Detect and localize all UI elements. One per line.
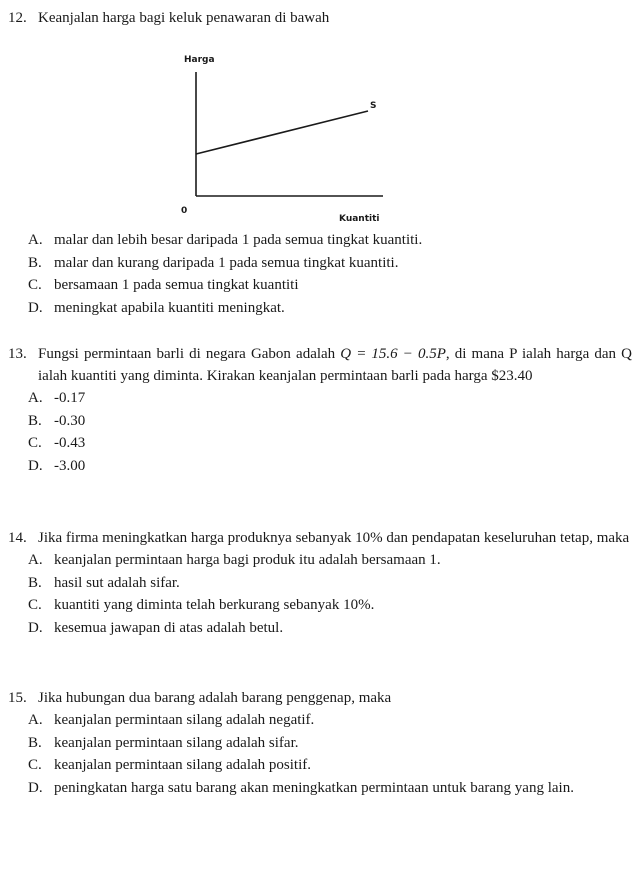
option-text: keanjalan permintaan silang adalah sifar. <box>54 734 299 751</box>
question-number: 15. <box>8 690 27 706</box>
option-letter: A. <box>28 232 43 248</box>
option-text: kuantiti yang diminta telah berkurang sebanyak 10%. <box>54 597 375 614</box>
question-text-after: , di mana P ialah harga dan Q ialah kuantiti yang diminta. Kirakan keanjalan permintaan barli pada harga $23.40 <box>38 346 632 384</box>
x-axis-label: Kuantiti <box>339 214 380 224</box>
option-a[interactable] <box>8 387 632 410</box>
option-letter: B. <box>28 734 42 751</box>
options-list <box>8 549 632 640</box>
option-letter: C. <box>28 597 42 614</box>
question-text: Keanjalan harga bagi keluk penawaran di bawah <box>38 10 330 26</box>
option-d[interactable] <box>8 297 632 320</box>
option-text: -0.17 <box>54 390 86 406</box>
question-12 <box>8 7 632 29</box>
question-text <box>38 343 632 387</box>
question-text: Jika firma meningkatkan harga produknya sebanyak 10% dan pendapatan keseluruhan tetap, maka <box>38 530 630 546</box>
question-number: 13. <box>8 346 27 362</box>
option-text: keanjalan permintaan silang adalah negatif. <box>54 712 315 728</box>
origin-label: 0 <box>181 206 188 216</box>
option-letter: D. <box>28 620 43 637</box>
option-a[interactable] <box>8 229 632 252</box>
option-text: keanjalan permintaan harga bagi produk itu adalah bersamaan 1. <box>54 552 441 568</box>
option-b[interactable] <box>8 410 632 433</box>
option-c[interactable] <box>8 594 632 617</box>
option-letter: C. <box>28 435 42 452</box>
option-text: bersamaan 1 pada semua tingkat kuantiti <box>54 277 299 294</box>
supply-curve-label: S <box>370 101 377 111</box>
demand-function-formula: Q = 15.6 − 0.5P <box>340 346 446 362</box>
option-text: -3.00 <box>54 458 86 475</box>
option-letter: B. <box>28 412 42 429</box>
option-text: peningkatan harga satu barang akan meningkatkan permintaan untuk barang yang lain. <box>54 780 574 797</box>
option-d[interactable] <box>8 777 632 800</box>
option-b[interactable] <box>8 572 632 595</box>
y-axis-label: Harga <box>184 55 215 65</box>
question-15 <box>8 687 632 800</box>
option-text: malar dan kurang daripada 1 pada semua tingkat kuantiti. <box>54 254 399 271</box>
option-letter: D. <box>28 300 43 317</box>
option-letter: C. <box>28 757 42 774</box>
options-list <box>8 709 632 800</box>
option-c[interactable] <box>8 274 632 297</box>
question-number: 14. <box>8 530 27 546</box>
question-14-stem <box>8 527 632 549</box>
option-letter: B. <box>28 574 42 591</box>
option-text: keanjalan permintaan silang adalah positif. <box>54 757 311 774</box>
options-list <box>8 229 632 320</box>
question-13 <box>8 343 632 478</box>
supply-curve-graph <box>0 0 642 230</box>
option-text: -0.43 <box>54 435 86 452</box>
option-b[interactable] <box>8 252 632 275</box>
question-text-before: Fungsi permintaan barli di negara Gabon adalah <box>38 346 341 362</box>
option-letter: C. <box>28 277 42 294</box>
option-text: meningkat apabila kuantiti meningkat. <box>54 300 285 317</box>
question-text: Jika hubungan dua barang adalah barang penggenap, maka <box>38 690 392 706</box>
option-letter: D. <box>28 780 43 797</box>
option-letter: D. <box>28 458 43 475</box>
supply-curve-line <box>196 111 368 154</box>
option-a[interactable] <box>8 549 632 572</box>
option-letter: A. <box>28 712 43 728</box>
option-a[interactable] <box>8 709 632 732</box>
option-letter: A. <box>28 552 43 568</box>
question-15-stem <box>8 687 632 709</box>
option-letter: B. <box>28 254 42 271</box>
options-list <box>8 387 632 478</box>
question-12-options <box>8 229 632 320</box>
question-12-stem <box>8 7 632 29</box>
option-b[interactable] <box>8 732 632 755</box>
option-text: -0.30 <box>54 412 86 429</box>
question-13-stem <box>8 343 632 387</box>
option-d[interactable] <box>8 617 632 640</box>
option-d[interactable] <box>8 455 632 478</box>
option-text: malar dan lebih besar daripada 1 pada semua tingkat kuantiti. <box>54 232 423 248</box>
option-letter: A. <box>28 390 43 406</box>
question-14 <box>8 527 632 640</box>
option-c[interactable] <box>8 432 632 455</box>
option-text: hasil sut adalah sifar. <box>54 574 180 591</box>
question-number: 12. <box>8 10 27 26</box>
option-c[interactable] <box>8 754 632 777</box>
option-text: kesemua jawapan di atas adalah betul. <box>54 620 284 637</box>
